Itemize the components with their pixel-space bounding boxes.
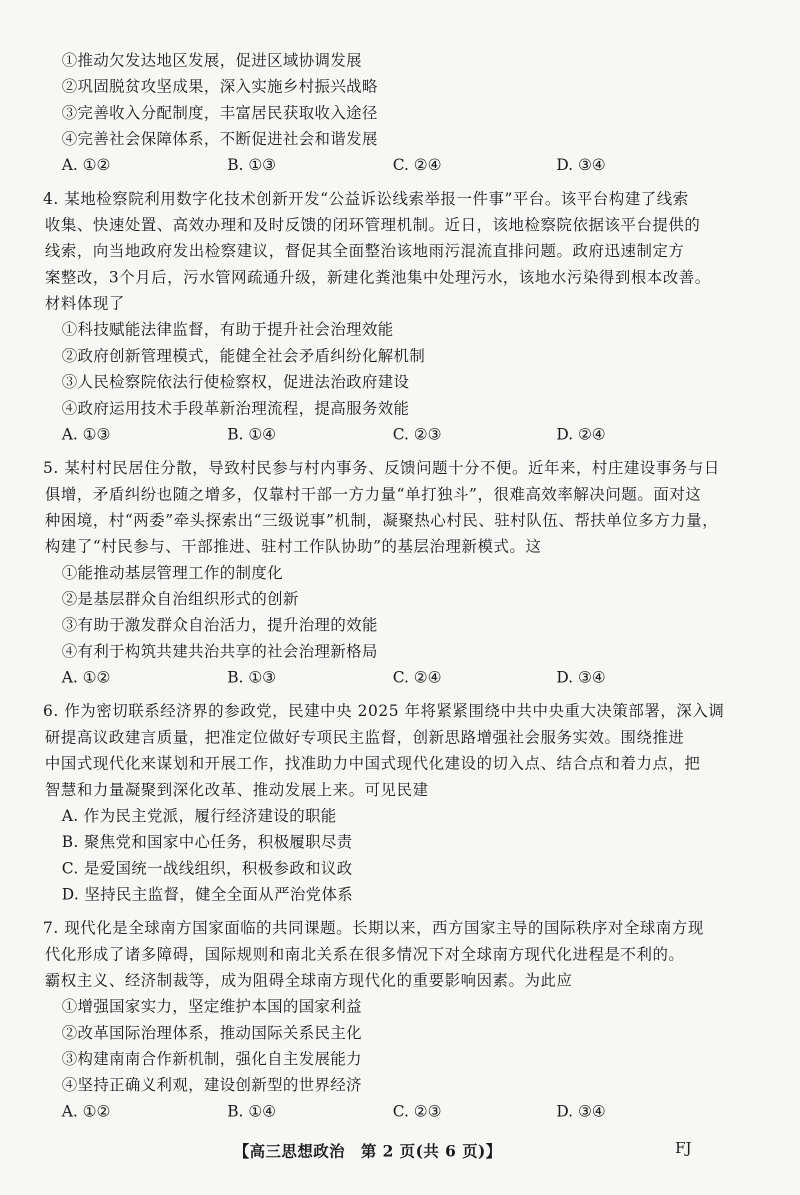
question-stem-line: 6. 作为密切联系经济界的参政党，民建中央 2025 年将紧紧围绕中共中央重大决策部署，深入调 xyxy=(43,702,725,720)
option-a: A. ①③ xyxy=(61,425,111,444)
question-stem-line: 7. 现代化是全球南方国家面临的共同课题。长期以来，西方国家主导的国际秩序对全球南方现 xyxy=(43,919,704,937)
option-a: A. ①② xyxy=(61,1102,111,1121)
footer-page-info: 【高三思想政治 第 2 页(共 6 页)】 xyxy=(233,1142,502,1161)
option-c: C. ②③ xyxy=(392,1102,442,1121)
choice-item: ②巩固脱贫攻坚成果，深入实施乡村振兴战略 xyxy=(61,77,378,96)
question-stem-line: 种困境，村“两委”牵头探索出“三级说事”机制，凝聚热心村民、驻村队伍、帮扶单位多方力量， xyxy=(44,511,719,530)
question-stem-line: 案整改，3个月后，污水管网疏通升级，新建化粪池集中处理污水，该地水污染得到根本改善。 xyxy=(44,268,711,287)
choice-item: ①能推动基层管理工作的制度化 xyxy=(61,563,283,582)
question-stem-line: 霸权主义、经济制裁等，成为阻碍全球南方现代化的重要影响因素。为此应 xyxy=(44,971,573,990)
choice-item: ①推动欠发达地区发展，促进区域协调发展 xyxy=(61,51,362,70)
option-b: B. 聚焦党和国家中心任务，积极履职尽责 xyxy=(61,833,353,851)
question-stem-line: 5. 某村村民居住分散，导致村民参与村内事务、反馈问题十分不便。近年来，村庄建设事务与日 xyxy=(43,459,720,477)
option-b: B. ①③ xyxy=(227,156,277,174)
choice-item: ④坚持正确义利观，建设创新型的世界经济 xyxy=(61,1076,362,1094)
question-stem-line: 材料体现了 xyxy=(44,294,125,313)
question-stem-line: 构建了“村民参与、干部推进、驻村工作队协助”的基层治理新模式。这 xyxy=(44,537,542,556)
question-stem-line: 4. 某地检察院利用数字化技术创新开发“公益诉讼线索举报一件事”平台。该平台构建了线索 xyxy=(43,189,689,208)
option-b: B. ①④ xyxy=(227,425,277,444)
option-d: D. ③④ xyxy=(556,668,606,687)
choice-item: ③构建南南合作新机制，强化自主发展能力 xyxy=(61,1050,362,1068)
choice-item: ②政府创新管理模式，能健全社会矛盾纠纷化解机制 xyxy=(61,346,426,365)
question-stem-line: 代化形成了诸多障碍，国际规则和南北关系在很多情况下对全球南方现代化进程是不利的。 xyxy=(44,945,685,964)
option-a: A. ①② xyxy=(61,668,111,687)
option-b: B. ①③ xyxy=(227,668,277,687)
choice-item: ③人民检察院依法行使检察权，促进法治政府建设 xyxy=(61,373,410,391)
option-d: D. ②④ xyxy=(556,425,606,444)
choice-item: ②改革国际治理体系，推动国际关系民主化 xyxy=(61,1023,362,1042)
choice-item: ①增强国家实力，坚定维护本国的国家利益 xyxy=(61,997,362,1016)
choice-item: ④有利于构筑共建共治共享的社会治理新格局 xyxy=(61,642,378,661)
choice-item: ④政府运用技术手段革新治理流程，提高服务效能 xyxy=(61,399,410,418)
choice-item: ①科技赋能法律监督，有助于提升社会治理效能 xyxy=(61,320,394,339)
question-stem-line: 中国式现代化来谋划和开展工作，找准助力中国式现代化建设的切入点、结合点和着力点，把 xyxy=(44,754,701,773)
option-c: C. ②④ xyxy=(392,668,442,687)
choice-item: ③完善收入分配制度，丰富居民获取收入途径 xyxy=(61,103,378,122)
choice-item: ③有助于激发群众自治活力，提升治理的效能 xyxy=(61,616,378,634)
option-a: A. 作为民主党派，履行经济建设的职能 xyxy=(61,806,337,825)
choice-item: ④完善社会保障体系，不断促进社会和谐发展 xyxy=(61,129,378,148)
option-c: C. ②③ xyxy=(392,425,442,444)
option-d: D. ③④ xyxy=(556,1102,606,1121)
footer-code: FJ xyxy=(675,1138,692,1157)
option-d: D. ③④ xyxy=(556,156,606,174)
option-b: B. ①④ xyxy=(227,1102,277,1121)
question-stem-line: 收集、快速处置、高效办理和及时反馈的闭环管理机制。近日，该地检察院依据该平台提供的 xyxy=(44,215,701,234)
question-stem-line: 线索，向当地政府发出检察建议，督促其全面整治该地雨污混流直排问题。政府迅速制定方 xyxy=(44,242,685,260)
option-d: D. 坚持民主监督，健全全面从严治党体系 xyxy=(61,885,354,904)
page-footer xyxy=(0,1139,748,1163)
choice-item: ②是基层群众自治组织形式的创新 xyxy=(61,589,299,608)
option-a: A. ①② xyxy=(61,156,111,174)
question-stem-line: 研提高议政建言质量，把准定位做好专项民主监督，创新思路增强社会服务实效。围绕推进 xyxy=(44,728,685,747)
question-stem-line: 俱增，矛盾纠纷也随之增多，仅靠村干部一方力量“单打独斗”，很难高效率解决问题。面对这 xyxy=(44,485,702,504)
question-stem-line: 智慧和力量凝聚到深化改革、推动发展上来。可见民建 xyxy=(44,780,429,799)
option-c: C. ②④ xyxy=(392,156,442,174)
option-c: C. 是爱国统一战线组织，积极参政和议政 xyxy=(61,859,353,878)
